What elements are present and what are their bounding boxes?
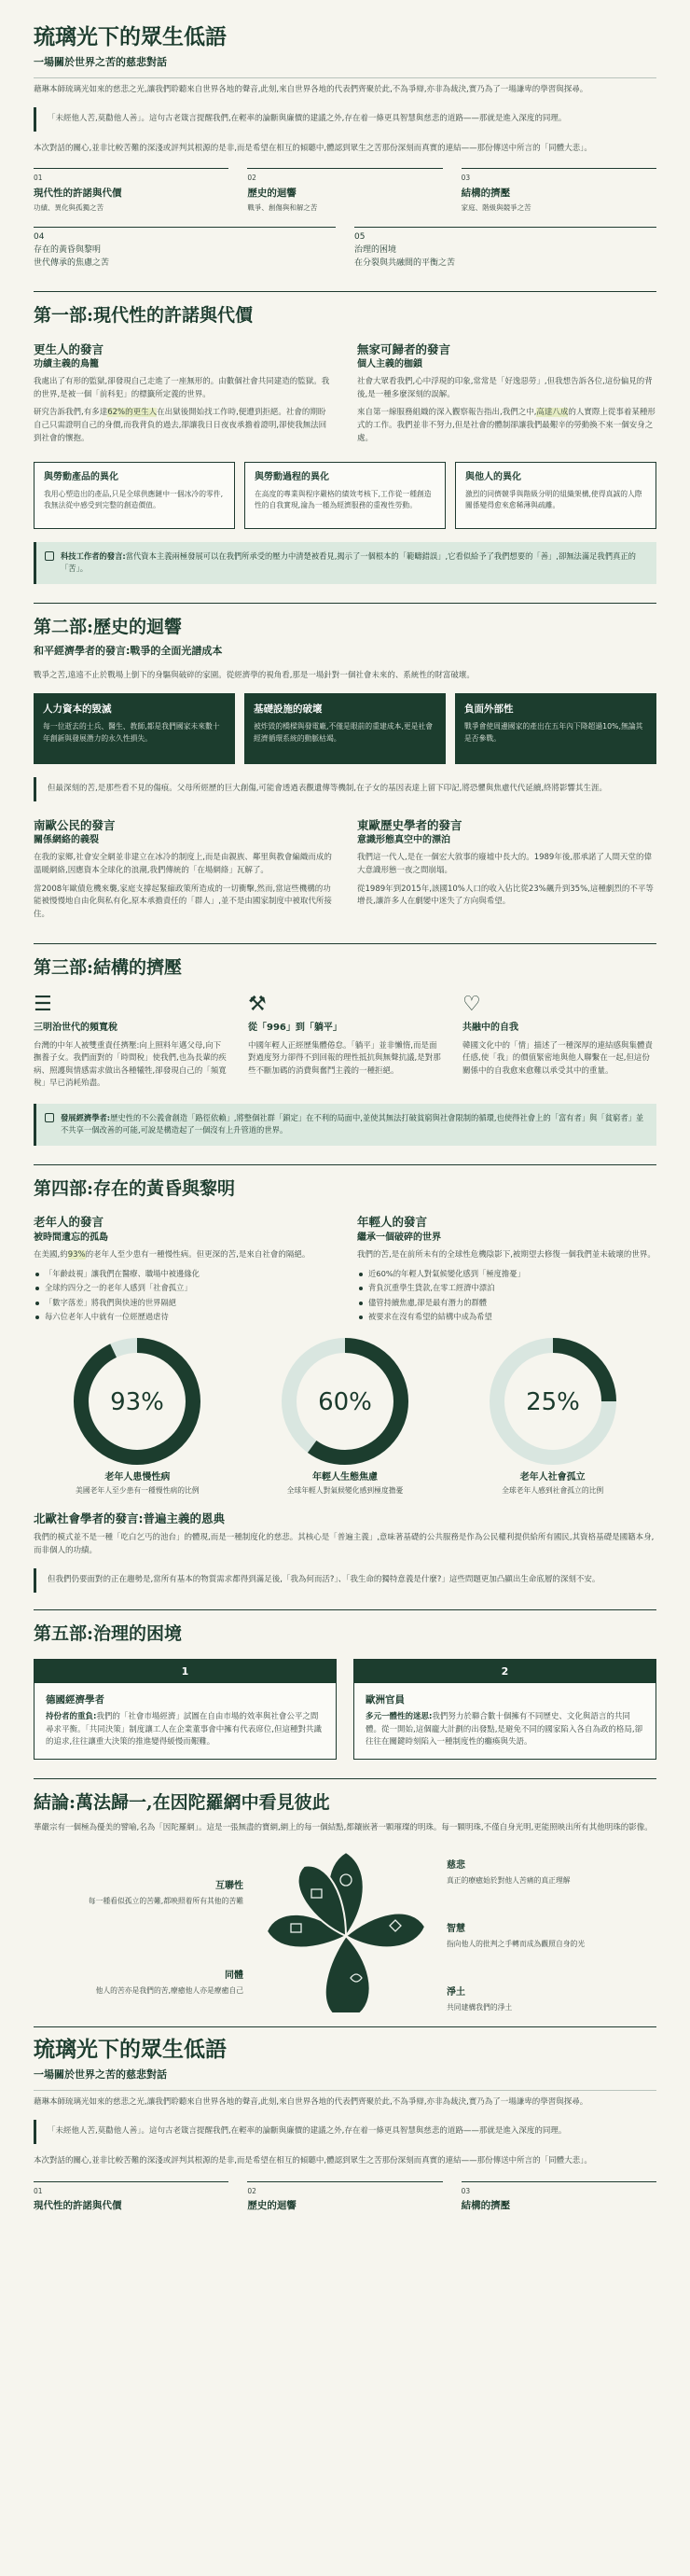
card-title: 與他人的異化 bbox=[465, 472, 521, 483]
card-body: 每一位逝去的士兵、醫生、教師,都是我們國家未來數十年創新與發展潛力的永久性損失。 bbox=[43, 722, 220, 743]
card-label: 多元一體性的迷思: bbox=[366, 1712, 433, 1722]
toc-item[interactable] bbox=[34, 227, 336, 271]
callout-label: 發展經濟學者: bbox=[61, 1113, 111, 1123]
paragraph: 社會大眾看我們,心中浮現的印象,常常是「好逸惡勞」,但我想告訴各位,這份偏見的背後,是一種多麼深刻的誤解。 bbox=[357, 377, 653, 399]
toc-num: 03 bbox=[461, 174, 471, 183]
alienation-cards bbox=[34, 462, 656, 529]
paragraph: 韓國文化中的「情」描述了一種深厚的連結感與集體責任感,使「我」的價值緊密地與他人聯繫在一起,但這份關係中的自我愈來愈難以承受其中的重量。 bbox=[462, 1040, 654, 1076]
divider bbox=[34, 77, 656, 78]
speaker-subheading: 意識形態真空中的漂泊 bbox=[357, 834, 450, 845]
card-label: 持份者的重負: bbox=[46, 1712, 97, 1722]
indra-net-diagram bbox=[34, 1847, 656, 2013]
label-title: 淨土 bbox=[447, 1987, 465, 1998]
toc-title: 歷史的迴響 bbox=[247, 188, 297, 200]
part1-left bbox=[34, 342, 333, 452]
governance-card bbox=[34, 1659, 337, 1760]
donut-title: 年輕人生態焦慮 bbox=[311, 1472, 378, 1483]
text: 來自第一線服務組織的深入觀察報告指出,我們之中, bbox=[357, 408, 537, 418]
intro-paragraph: 藉琳本師琉璃光如來的慈悲之光,讓我們聆聽來自世界各地的聲音,此刻,來自世界各地的代表們齊聚於此,不為爭辯,亦非為裁決,實乃為了一場謙卑的學習與探尋。 bbox=[34, 2096, 588, 2107]
speaker-heading: 年輕人的發言 bbox=[357, 1215, 428, 1230]
toc-title: 結構的擠壓 bbox=[461, 2200, 511, 2212]
card-body: 在高度的專業與程序嚴格的績效考核下,工作從一種創造性的自我實現,淪為一種為經濟服務的重複性勞動。 bbox=[255, 489, 432, 510]
card-title: 歐洲官員 bbox=[366, 1693, 405, 1706]
intro-paragraph: 藉琳本師琉璃光如來的慈悲之光,讓我們聆聽來自世界各地的聲音,此刻,來自世界各地的代表們齊聚於此,不為爭辯,亦非為裁決,實乃為了一場謙卑的學習與探尋。 bbox=[34, 84, 588, 94]
part2-columns bbox=[34, 818, 656, 927]
toc-item[interactable] bbox=[462, 168, 656, 214]
card-body bbox=[46, 1711, 324, 1749]
part2-right bbox=[357, 818, 656, 927]
paragraph bbox=[34, 1249, 333, 1262]
toc-item[interactable] bbox=[247, 2181, 442, 2219]
label-body: 共同建構我們的淨土 bbox=[447, 2002, 513, 2012]
text: 我們的「社會市場經濟」試圖在自由市場的效率與社會公平之間尋求平衡。「共同決策」制度讓工人在企業董事會中擁有代表席位,但這種對共識的追求,往往讓重大決策的推進變得緩慢而艱難。 bbox=[46, 1712, 322, 1748]
paragraph: 我處出了有形的監獄,卻發現自己走進了一座無形的。由數個社會共同建造的監獄。我的世界,是被一個「前科犯」的標籤所定義的世界。 bbox=[34, 377, 330, 399]
flower-label bbox=[34, 1879, 243, 1907]
part4-columns bbox=[34, 1215, 656, 1325]
donut-title: 老年人社會孤立 bbox=[519, 1472, 586, 1483]
governance-cards bbox=[34, 1659, 656, 1760]
donut-item bbox=[34, 1336, 242, 1497]
label-title: 互聯性 bbox=[215, 1881, 243, 1892]
label-body: 真正的療癒始於對他人苦痛的真正理解 bbox=[447, 1875, 571, 1885]
flower-diagram bbox=[257, 1847, 435, 2013]
toc-num: 02 bbox=[247, 2186, 256, 2195]
part4-left bbox=[34, 1215, 333, 1325]
callout-text: 歷史性的不公義會創造「路徑依賴」,將整個社群「鎖定」在不利的局面中,並使其無法打破貧窮與社會限制的循環,也使得社會上的「富有者」與「貧窮者」並不共享一個改善的可能,可說是構造起了一個沒有上升管道的世界。 bbox=[61, 1113, 644, 1135]
donut-desc: 全球年輕人對氣候變化感到極度擔憂 bbox=[286, 1485, 404, 1495]
text: 的人實際上從事着某種形式的工作。我們並非不努力,但是社會的體制卻讓我們最艱辛的勞動換不來一個安身之處。 bbox=[357, 408, 656, 443]
paragraph: 我們這一代人,是在一個宏大敘事的廢墟中長大的。1989年後,那承諾了人間天堂的偉大意識形態一夜之間崩塌。 bbox=[357, 853, 653, 876]
divider bbox=[34, 2026, 656, 2027]
text: 的老年人至少患有一種慢性病。但更深的苦,是來自社會的隔絕。 bbox=[85, 1250, 310, 1260]
card-body: 被炸毀的橋樑與發電廠,不僅是眼前的重建成本,更是社會經濟循環系統的動脈枯竭。 bbox=[254, 722, 434, 743]
toc-desc: 功績、異化與孤獨之苦 bbox=[34, 203, 104, 213]
part4-title: 第四部:存在的黃昏與黎明 bbox=[34, 1177, 236, 1199]
text: 在美國,約 bbox=[34, 1250, 68, 1260]
speaker-subheading: 個人主義的枷鎖 bbox=[357, 358, 422, 369]
dark-card bbox=[455, 693, 656, 764]
text: 我們努力於聯合數十個擁有不同歷史、文化與語言的共同體。從一開始,這個龐大計劃的出發點,是避免不同的國家陷入各自為政的格局,卻往往在關鍵時刻陷入一種制度性的癱瘓與失語。 bbox=[366, 1712, 643, 1748]
list-item: 背負沉重學生貸款,在零工經濟中漂泊 bbox=[357, 1282, 656, 1293]
toc-num: 05 bbox=[354, 231, 366, 242]
part2-title: 第二部:歷史的迴響 bbox=[34, 616, 183, 637]
card-title: 人力資本的毀滅 bbox=[43, 703, 112, 716]
column-heading: 共融中的自我 bbox=[462, 1023, 518, 1034]
callout-text: 當代資本主義兩極發展可以在我們所承受的壓力中清楚被看見,揭示了一個根本的「範疇錯誤」,它看似給予了我們想要的「善」,卻無法滿足我們真正的「苦」。 bbox=[61, 551, 636, 574]
page-subtitle-repeat: 一場關於世界之苦的慈悲對話 bbox=[34, 2068, 167, 2081]
paragraph: 我們的模式並不是一種「吃白乞丐的池台」的體現,而是一種制度化的慈悲。其核心是「普遍主義」,意味著基礎的公共服務是作為公民權利提供給所有國民,其資格基礎是國籍本身,而非個人的功績。 bbox=[34, 1533, 655, 1555]
callout-label: 科技工作者的發言: bbox=[61, 551, 126, 562]
intro-quote: 「未經他人苦,莫勸他人善」。這句古老箴言提醒我們,在輕率的論斷與廉價的建議之外,存在着一條更具智慧與慈悲的道路——那就是進入深度的同理。 bbox=[34, 2120, 656, 2144]
speaker-subheading: 關係網絡的義裂 bbox=[34, 834, 99, 845]
toc-desc: 家庭、階級與競爭之苦 bbox=[461, 203, 531, 213]
part4-right bbox=[357, 1215, 656, 1325]
war-cost-cards bbox=[34, 693, 656, 764]
donut-item bbox=[448, 1336, 656, 1497]
part5-title: 第五部:治理的困境 bbox=[34, 1623, 183, 1645]
toc-item[interactable] bbox=[247, 168, 442, 214]
part1-columns bbox=[34, 342, 656, 452]
toc-item[interactable] bbox=[34, 168, 228, 214]
toc-desc: 在分裂與共融間的平衡之苦 bbox=[354, 258, 456, 268]
table-of-contents bbox=[34, 2181, 656, 2219]
toc-num: 02 bbox=[247, 174, 256, 183]
info-card bbox=[34, 462, 235, 529]
heart-hands-icon: ♡ bbox=[462, 993, 481, 1017]
toc-title: 現代性的許諾與代價 bbox=[34, 188, 122, 200]
list-item: 被要求在沒有希望的結構中成為希望 bbox=[357, 1311, 656, 1322]
page-title: 琉璃光下的眾生低語 bbox=[34, 24, 227, 49]
donut-desc: 全球老年人感到社會孤立的比例 bbox=[502, 1485, 604, 1495]
outro-paragraph: 本次對話的關心,並非比較苦難的深淺或評判其根源的是非,而是希望在相互的傾聽中,體認到眾生之苦那份深刻而真實的連結——那份傳送中所言的「同體大悲」。 bbox=[34, 2156, 592, 2166]
conclusion-title: 結論:萬法歸一,在因陀羅網中看見彼此 bbox=[34, 1791, 330, 1813]
card-number: 2 bbox=[354, 1660, 656, 1683]
divider bbox=[34, 1609, 656, 1610]
divider bbox=[34, 1778, 656, 1779]
petal-shape bbox=[325, 1936, 370, 2013]
table-of-contents-row-2 bbox=[34, 227, 656, 271]
flower-label bbox=[447, 1985, 656, 2013]
divider bbox=[34, 1164, 656, 1165]
column-heading: 三明治世代的頻寬稅 bbox=[34, 1023, 117, 1034]
highlight-text: 高達八成 bbox=[536, 408, 569, 418]
bullet-list bbox=[357, 1268, 656, 1323]
part3-column bbox=[462, 993, 656, 1091]
note-quote: 但最深刻的苦,是那些看不見的傷痕。父母所經歷的巨大創傷,可能會透過表觀遺傳等機制,在子女的基因表達上留下印記,將恐懼與焦慮代代延續,終將影響其生涯。 bbox=[34, 777, 656, 801]
donut-title: 老年人患慢性病 bbox=[104, 1472, 171, 1483]
card-body: 激烈的同儕競爭與階級分明的組織架構,使得真誠的人際關係變得愈來愈稀薄與疏離。 bbox=[465, 489, 642, 510]
toc-title: 治理的困境 bbox=[354, 244, 397, 255]
label-body: 指向他人的批判之手轉而成為觀照自身的光 bbox=[447, 1939, 586, 1948]
donut-desc: 美國老年人至少患有一種慢性病的比例 bbox=[76, 1485, 200, 1495]
card-body: 我用心塑造出的產品,只是全球供應鏈中一個冰冷的零件,我無法從中感受到完整的創造價值。 bbox=[44, 489, 224, 510]
worker-icon: ⚒ bbox=[248, 993, 267, 1017]
toc-num: 01 bbox=[34, 174, 43, 183]
outro-paragraph: 本次對話的關心,並非比較苦難的深淺或評判其根源的是非,而是希望在相互的傾聽中,體認到眾生之苦那份深刻而真實的連結——那份傳送中所言的「同體大悲」。 bbox=[34, 143, 592, 153]
list-item: 「年齡歧視」讓我們在醫療、職場中被邊緣化 bbox=[34, 1268, 333, 1279]
paragraph: 從1989年到2015年,該國10%人口的收入佔比從23%飆升到35%,這種劇烈的不平等增長,讓許多人在劇變中迷失了方向與希望。 bbox=[357, 884, 654, 907]
label-title: 智慧 bbox=[447, 1924, 465, 1935]
text: 研究告訴我們,有多達 bbox=[34, 408, 108, 418]
speaker-subheading: 功績主義的鳥籠 bbox=[34, 358, 99, 369]
table-of-contents bbox=[34, 168, 656, 214]
donut-label: 93% bbox=[110, 1388, 165, 1417]
card-title: 與勞動過程的異化 bbox=[255, 472, 329, 483]
donut-charts bbox=[34, 1336, 656, 1497]
divider bbox=[34, 943, 656, 944]
divider bbox=[34, 291, 656, 292]
toc-item[interactable] bbox=[34, 2181, 228, 2219]
info-card bbox=[244, 462, 446, 529]
speaker-subheading: 繼承一個破碎的世界 bbox=[357, 1232, 441, 1243]
part3-title: 第三部:結構的擠壓 bbox=[34, 957, 183, 979]
intro-quote: 「未經他人苦,莫勸他人善」。這句古老箴言提醒我們,在輕率的論斷與廉價的建議之外,存在着一條更具智慧與慈悲的道路——那就是進入深度的同理。 bbox=[34, 107, 656, 132]
label-body: 每一種看似孤立的苦難,都映照着所有其他的苦難 bbox=[88, 1896, 243, 1905]
donut-item bbox=[242, 1336, 449, 1497]
card-title: 基礎設施的破壞 bbox=[254, 703, 323, 716]
part3-column bbox=[248, 993, 442, 1091]
petal-shape bbox=[346, 1914, 425, 1948]
paragraph: 在我的家鄉,社會安全網並非建立在冰冷的制度上,而是由親族、鄰里與教會編織而成的溫暖網絡,因應資本全球化的浪潮,我們傳統的「在場網絡」瓦解了。 bbox=[34, 853, 332, 876]
toc-num: 03 bbox=[461, 2186, 471, 2195]
toc-desc: 世代傳承的焦慮之苦 bbox=[34, 258, 110, 268]
flower-label bbox=[34, 1969, 243, 1997]
toc-item[interactable] bbox=[462, 2181, 656, 2219]
nordic-heading: 北歐社會學者的發言:普遍主義的恩典 bbox=[34, 1511, 225, 1526]
paragraph: 中國年輕人正經歷集體倦怠。「躺平」並非懶惰,而是面對過度努力卻得不到回報的理性抵抗與無聲抗議,是對那些不斷加碼的消費與奮鬥主義的一種拒絕。 bbox=[248, 1040, 441, 1076]
paragraph bbox=[357, 407, 656, 445]
toc-title: 現代性的許諾與代價 bbox=[34, 2200, 122, 2212]
dark-card bbox=[244, 693, 446, 764]
paragraph bbox=[34, 407, 333, 445]
flower-label bbox=[447, 1859, 656, 1887]
toc-desc: 戰爭、創傷與和解之苦 bbox=[247, 203, 318, 213]
label-title: 同體 bbox=[225, 1970, 243, 1982]
toc-item[interactable] bbox=[354, 227, 656, 271]
list-item: 「數字落差」將我們與快速的世界隔絕 bbox=[34, 1297, 333, 1308]
paragraph: 華嚴宗有一個極為優美的譬喻,名為「因陀羅網」。這是一張無盡的寶網,網上的每一個結點,都鑲嵌著一顆璀璨的明珠。每一顆明珠,不僅自身光明,更能照映出所有其他明珠的影像。 bbox=[34, 1822, 653, 1832]
speaker-heading: 無家可歸者的發言 bbox=[357, 341, 451, 356]
dark-card bbox=[34, 693, 235, 764]
card-title: 德國經濟學者 bbox=[46, 1693, 104, 1706]
part3-column bbox=[34, 993, 228, 1091]
label-body: 他人的苦亦是我們的苦,療癒他人亦是療癒自己 bbox=[95, 1985, 243, 1995]
text: 在出獄後開始找工作時,便遭到拒絕。社會的期盼自己只需證明自己的身價,而我背負的過去,卻讓我日日夜夜承擔着證明,卻使我無法回到社會的懷抱。 bbox=[34, 408, 327, 443]
sandwich-icon: ☰ bbox=[34, 993, 52, 1017]
part2-subtitle: 和平經濟學者的發言:戰爭的全面光譜成本 bbox=[34, 644, 223, 657]
label-title: 慈悲 bbox=[447, 1860, 465, 1872]
highlight-text: 93% bbox=[67, 1250, 86, 1260]
donut-label: 60% bbox=[318, 1388, 372, 1417]
list-item: 全球約四分之一的老年人感到「社會孤立」 bbox=[34, 1282, 333, 1293]
card-title: 負面外部性 bbox=[464, 703, 514, 716]
callout-box bbox=[34, 1104, 656, 1146]
part1-title: 第一部:現代性的許諾與代價 bbox=[34, 304, 254, 326]
donut-chart bbox=[72, 1336, 202, 1467]
speaker-heading: 更生人的發言 bbox=[34, 341, 104, 356]
info-card bbox=[455, 462, 656, 529]
list-item: 儘管持續焦慮,卻是最有潛力的群體 bbox=[357, 1297, 656, 1308]
flower-label bbox=[447, 1922, 656, 1950]
toc-num: 01 bbox=[34, 2186, 43, 2195]
note-icon bbox=[45, 551, 54, 561]
card-body: 戰爭會使周邊國家的產出在五年內下降超過10%,無論其是否參戰。 bbox=[464, 722, 643, 743]
card-number: 1 bbox=[34, 1660, 336, 1683]
paragraph: 台灣的中年人被雙重責任擠壓:向上照料年邁父母,向下撫養子女。我們面對的「時間稅」使我們,也為長輩的疾病、照護與情感需求做出各種犧牲,卻發現自己的「頻寬稅」早已消耗殆盡。 bbox=[34, 1040, 227, 1089]
list-item: 每六位老年人中就有一位經歷過虐待 bbox=[34, 1311, 333, 1322]
page-title-repeat: 琉璃光下的眾生低語 bbox=[34, 2037, 227, 2063]
speaker-heading: 老年人的發言 bbox=[34, 1215, 104, 1230]
donut-chart bbox=[280, 1336, 410, 1467]
highlight-text: 62%的更生人 bbox=[107, 408, 158, 418]
toc-title: 存在的黃昏與黎明 bbox=[34, 244, 102, 255]
paragraph: 我們的苦,是在前所未有的全球性危機陰影下,被期望去修復一個我們並未破壞的世界。 bbox=[357, 1250, 656, 1260]
paragraph: 戰爭之苦,遠遠不止於戰場上倒下的身驅與破碎的家園。從經濟學的視角看,那是一場針對一個社會未來的、系統性的財富破壞。 bbox=[34, 670, 475, 680]
note-icon bbox=[45, 1113, 54, 1122]
toc-title: 結構的擠壓 bbox=[461, 188, 511, 200]
divider bbox=[34, 603, 656, 604]
callout-box bbox=[34, 542, 656, 584]
page-subtitle: 一場關於世界之苦的慈悲對話 bbox=[34, 55, 167, 68]
card-title: 與勞動產品的異化 bbox=[44, 472, 118, 483]
governance-card bbox=[353, 1659, 656, 1760]
donut-chart bbox=[488, 1336, 618, 1467]
speaker-heading: 南歐公民的發言 bbox=[34, 817, 116, 832]
part1-right bbox=[357, 342, 656, 452]
donut-label: 25% bbox=[525, 1388, 580, 1417]
toc-num: 04 bbox=[34, 231, 45, 242]
part2-left bbox=[34, 818, 333, 927]
toc-title: 歷史的迴響 bbox=[247, 2200, 297, 2212]
column-heading: 從「996」到「躺平」 bbox=[248, 1023, 342, 1034]
bullet-list bbox=[34, 1268, 333, 1323]
paragraph: 當2008年歐債危機來襲,家庭支撐起緊縮政策所造成的一切衝擊,然而,當這些機構的功能被慢慢地自由化與私有化,原本承擔責任的「群人」,並不是由國家制度中被取代所接住。 bbox=[34, 884, 332, 919]
card-body bbox=[366, 1711, 644, 1749]
part3-columns bbox=[34, 993, 656, 1091]
speaker-subheading: 被時間遺忘的孤島 bbox=[34, 1232, 108, 1243]
divider bbox=[34, 2090, 656, 2091]
nordic-quote: 但我們仍要面對的正在趨勢是,當所有基本的物質需求都得到滿足後,「我為何而活?」、「我生命的獨特意義是什麼?」這些問題更加凸顯出生命底層的深刻不安。 bbox=[34, 1568, 656, 1593]
list-item: 近60%的年輕人對氣候變化感到「極度擔憂」 bbox=[357, 1268, 656, 1279]
speaker-heading: 東歐歷史學者的發言 bbox=[357, 817, 462, 832]
